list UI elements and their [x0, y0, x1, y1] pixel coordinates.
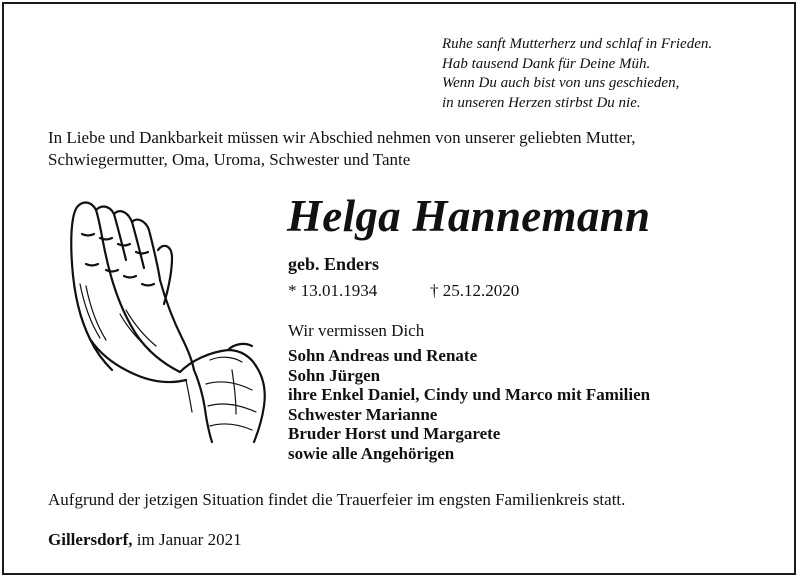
praying-hands-icon	[60, 194, 280, 444]
poem-line: in unseren Herzen stirbst Du nie.	[442, 94, 641, 111]
death-date: † 25.12.2020	[430, 281, 520, 300]
notice-date: im Januar 2021	[132, 530, 242, 549]
intro-line: Schwiegermutter, Oma, Uroma, Schwester und Tante	[48, 150, 411, 169]
mourners-intro: Wir vermissen Dich	[288, 321, 425, 340]
deceased-name: Helga Hannemann	[287, 191, 651, 241]
poem-line: Hab tausend Dank für Deine Müh.	[442, 55, 651, 72]
obituary-notice	[2, 2, 796, 575]
memorial-poem	[442, 35, 712, 113]
birth-date: * 13.01.1934	[288, 281, 378, 300]
mourner-line: ihre Enkel Daniel, Cindy und Marco mit Familien	[288, 385, 651, 405]
intro-line: In Liebe und Dankbarkeit müssen wir Abschied nehmen von unserer geliebten Mutter,	[48, 128, 636, 147]
poem-line: Wenn Du auch bist von uns geschieden,	[442, 75, 680, 91]
mourner-line: Sohn Jürgen	[288, 365, 381, 385]
funeral-note: Aufgrund der jetzigen Situation findet die Trauerfeier im engsten Familienkreis statt.	[48, 490, 626, 509]
mourner-line: Bruder Horst und Margarete	[288, 424, 501, 444]
intro-text	[48, 127, 768, 171]
mourners-list	[288, 346, 650, 464]
mourner-line: Schwester Marianne	[288, 404, 438, 424]
poem-line: Ruhe sanft Mutterherz und schlaf in Frieden.	[442, 36, 713, 52]
place-and-date	[48, 529, 242, 551]
mourner-line: Sohn Andreas und Renate	[288, 346, 478, 365]
town-name: Gillersdorf,	[48, 530, 133, 549]
birth-name: geb. Enders	[288, 254, 380, 274]
life-dates	[288, 280, 520, 302]
mourner-line: sowie alle Angehörigen	[288, 443, 455, 463]
